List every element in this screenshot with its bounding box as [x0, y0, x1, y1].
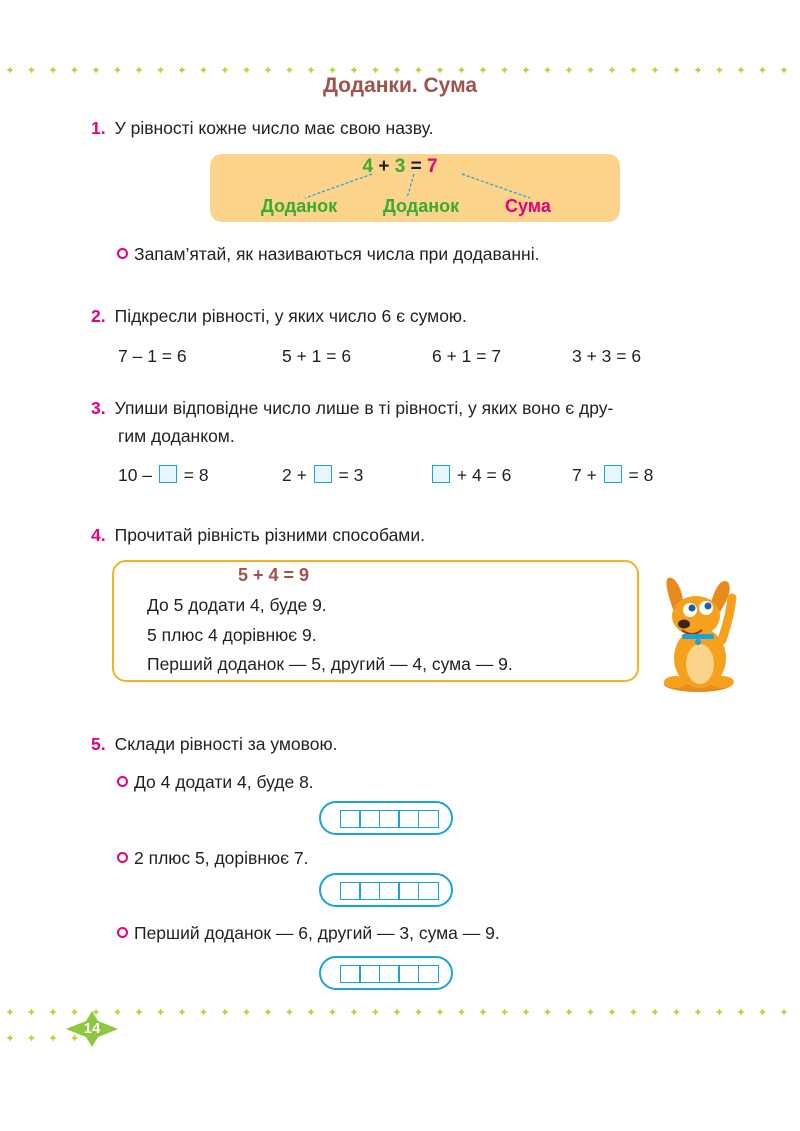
task-1 — [91, 115, 434, 142]
answer-square[interactable] — [432, 465, 450, 483]
frame-line-3: Перший доданок — 5, другий — 4, сума — 9. — [147, 654, 513, 674]
task-text: Упиши відповідне число лише в ті рівності, у яких воно є дру- — [114, 398, 614, 418]
task-text: У рівності кожне число має свою назву. — [114, 118, 434, 138]
page-number: 14 — [83, 1020, 101, 1037]
equation-2-3[interactable]: 6 + 1 = 7 — [432, 346, 502, 366]
task-1-bullet: Запам’ятай, як називаються числа при додаванні. — [117, 242, 539, 266]
frame-line-1: До 5 додати 4, буде 9. — [147, 595, 327, 615]
sum-value: 7 — [426, 156, 438, 177]
label-sum: Сума — [505, 196, 551, 216]
equation-2-2[interactable]: 5 + 1 = 6 — [282, 346, 352, 366]
equation-3-1: 10 – = 8 — [118, 465, 209, 485]
addend-b: 3 — [394, 156, 406, 177]
addend-a: 4 — [362, 156, 374, 177]
equation-2-1[interactable]: 7 – 1 = 6 — [118, 346, 187, 366]
answer-square[interactable] — [314, 465, 332, 483]
task-2 — [91, 303, 467, 330]
task-number: 5. — [91, 734, 106, 754]
dog-mascot-icon — [652, 572, 744, 694]
bullet-icon — [117, 852, 128, 863]
equation-3-2: 2 + = 3 — [282, 465, 364, 485]
page-title: Доданки. Сума — [322, 74, 478, 97]
task-number: 3. — [91, 398, 106, 418]
bullet-icon — [117, 776, 128, 787]
label-addend-2: Доданок — [383, 196, 460, 216]
equation-3-3: + 4 = 6 — [430, 465, 511, 486]
frame-equation: 5 + 4 = 9 — [238, 565, 310, 585]
plus-sign: + — [378, 156, 390, 177]
task-text: Склади рівності за умовою. — [114, 734, 338, 754]
task-3-continuation: гим доданком. — [118, 426, 235, 446]
answer-square[interactable] — [159, 465, 177, 483]
answer-field-1[interactable] — [319, 801, 453, 835]
bottom-star-border — [0, 1002, 800, 1022]
equation-2-4[interactable]: 3 + 3 = 6 — [572, 346, 642, 366]
task-text: Прочитай рівність різними способами. — [114, 525, 425, 545]
label-addend-1: Доданок — [261, 196, 338, 216]
task-3 — [91, 395, 613, 422]
equation-3-4: 7 + = 8 — [572, 465, 654, 485]
example-equation — [0, 156, 800, 178]
task-5 — [91, 731, 337, 758]
answer-field-2[interactable] — [319, 873, 453, 907]
bullet-icon — [117, 248, 128, 259]
task-5-item-2: 2 плюс 5, дорівнює 7. — [117, 846, 309, 870]
equals-sign: = — [410, 156, 422, 177]
task-5-item-3: Перший доданок — 6, другий — 3, сума — 9. — [117, 921, 500, 945]
answer-field-3[interactable] — [319, 956, 453, 990]
task-5-item-1: До 4 додати 4, буде 8. — [117, 770, 314, 794]
bullet-icon — [117, 927, 128, 938]
task-number: 4. — [91, 525, 106, 545]
task-4 — [91, 522, 425, 549]
task-number: 2. — [91, 306, 106, 326]
task-text: Підкресли рівності, у яких число 6 є сумою. — [114, 306, 467, 326]
frame-line-2: 5 плюс 4 дорівнює 9. — [147, 625, 317, 645]
task-number: 1. — [91, 118, 106, 138]
answer-square[interactable] — [604, 465, 622, 483]
page-number-badge — [66, 1011, 118, 1047]
